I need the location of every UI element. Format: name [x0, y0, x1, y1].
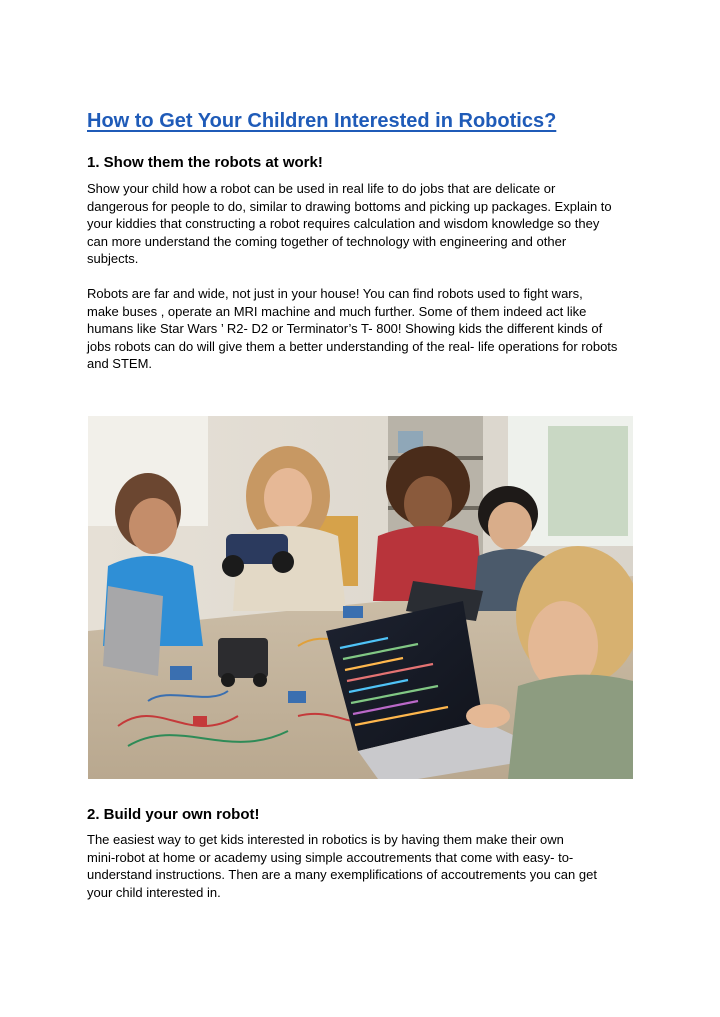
section-1-paragraph-2 [87, 285, 647, 373]
document-title: How to Get Your Children Interested in Robotics? [87, 110, 557, 132]
paragraph-line: subjects. [87, 251, 139, 266]
kids-robotics-photo [88, 416, 633, 779]
section-1-paragraph-1 [87, 180, 647, 268]
photo-illustration [88, 416, 633, 779]
paragraph-line: your child interested in. [87, 884, 221, 900]
paragraph-line: humans like Star Wars ’ R2- D2 or Terminator’s T- 800! Showing kids the different kinds of [87, 321, 603, 336]
paragraph-line: mini-robot at home or academy using simple accoutrements that come with easy- to- [87, 849, 574, 865]
paragraph-line: Show your child how a robot can be used in real life to do jobs that are delicate or [87, 181, 556, 196]
paragraph-line: can more understand the coming together of technology with engineering and other [87, 233, 567, 249]
section-2-heading: 2. Build your own robot! [87, 806, 260, 823]
paragraph-line: dangerous for people to do, similar to drawing bottoms and picking up packages. Explain to [87, 198, 612, 214]
paragraph-line: your kiddies that constructing a robot requires calculation and wisdom knowledge so they [87, 216, 600, 231]
paragraph-line: jobs robots can do will give them a better understanding of the real- life operations for robots [87, 338, 618, 354]
paragraph-line: and STEM. [87, 356, 153, 371]
paragraph-line: understand instructions. Then are a many exemplifications of accoutrements you can get [87, 867, 597, 882]
section-1-heading: 1. Show them the robots at work! [87, 154, 323, 171]
paragraph-line: make buses , operate an MRI machine and much further. Some of them indeed act like [87, 303, 587, 319]
paragraph-line: Robots are far and wide, not just in your house! You can find robots used to fight wars, [87, 286, 583, 301]
paragraph-line: The easiest way to get kids interested in robotics is by having them make their own [87, 832, 564, 847]
section-2-paragraph [87, 831, 647, 901]
